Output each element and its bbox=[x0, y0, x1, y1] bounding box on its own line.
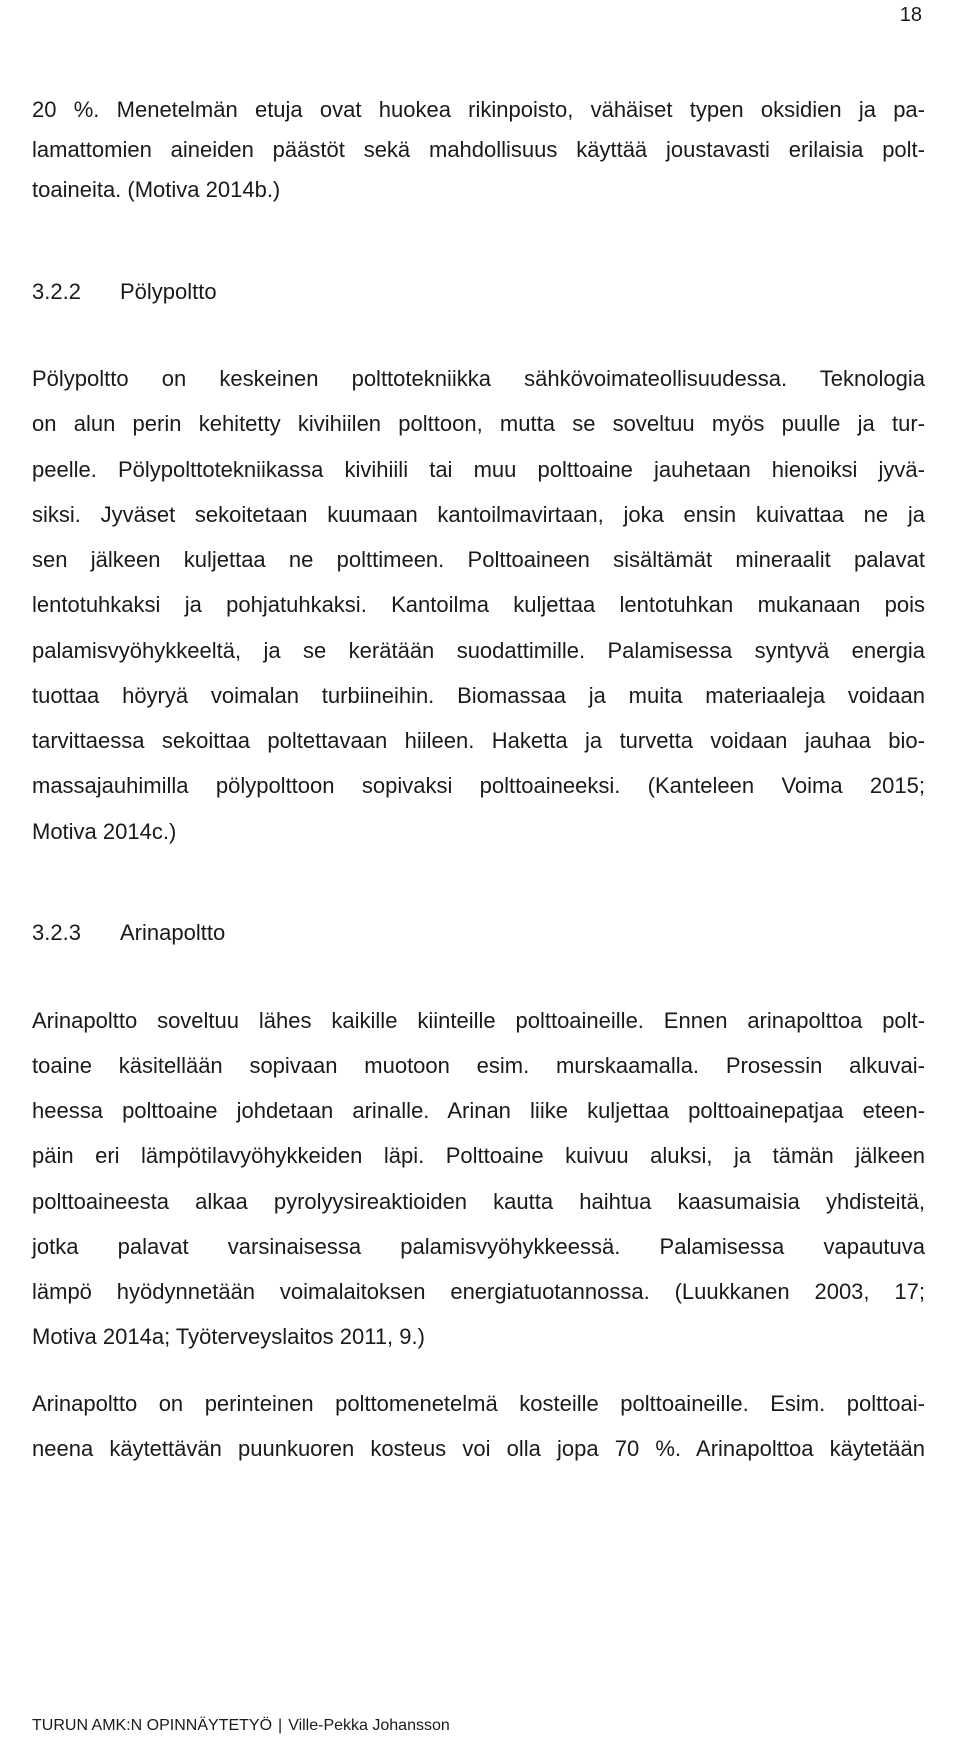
text-line: jotka palavat varsinaisessa palamisvyöhykkeessä. Palamisessa vapautuva bbox=[32, 1234, 925, 1259]
section-heading-3-2-2 bbox=[32, 279, 217, 305]
text-line: palamisvyöhykkeeltä, ja se kerätään suodattimille. Palamisessa syntyvä energia bbox=[32, 638, 925, 663]
text-line: peelle. Pölypolttotekniikassa kivihiili tai muu polttoaine jauhetaan hienoiksi jyvä- bbox=[32, 457, 925, 482]
section-heading-3-2-3 bbox=[32, 920, 225, 946]
text-line: Arinapoltto on perinteinen polttomenetelmä kosteille polttoaineille. Esim. polttoai- bbox=[32, 1391, 925, 1416]
section-title: Pölypoltto bbox=[120, 279, 217, 304]
text-line: massajauhimilla pölypolttoon sopivaksi polttoaineeksi. (Kanteleen Voima 2015; bbox=[32, 773, 925, 798]
text-line: sen jälkeen kuljettaa ne polttimeen. Polttoaineen sisältämät mineraalit palavat bbox=[32, 547, 925, 572]
text-line: tarvittaessa sekoittaa poltettavaan hiileen. Haketta ja turvetta voidaan jauhaa bio- bbox=[32, 728, 925, 753]
section-title: Arinapoltto bbox=[120, 920, 226, 945]
footer-institution: TURUN AMK:N OPINNÄYTETYÖ bbox=[32, 1717, 273, 1734]
section-number: 3.2.2 bbox=[32, 279, 81, 304]
page-number: 18 bbox=[899, 4, 922, 26]
section-number: 3.2.3 bbox=[32, 920, 81, 945]
text-line: heessa polttoaine johdetaan arinalle. Arinan liike kuljettaa polttoainepatjaa eteen- bbox=[32, 1098, 925, 1123]
text-line: lämpö hyödynnetään voimalaitoksen energiatuotannossa. (Luukkanen 2003, 17; bbox=[32, 1279, 925, 1304]
text-line: tuottaa höyryä voimalan turbiineihin. Biomassaa ja muita materiaaleja voidaan bbox=[32, 683, 925, 708]
text-line: Motiva 2014a; Työterveyslaitos 2011, 9.) bbox=[32, 1324, 425, 1349]
text-line: Motiva 2014c.) bbox=[32, 819, 177, 844]
text-line: lentotuhkaksi ja pohjatuhkaksi. Kantoilma kuljettaa lentotuhkan mukanaan pois bbox=[32, 592, 925, 617]
text-line: on alun perin kehitetty kivihiilen polttoon, mutta se soveltuu myös puulle ja tur- bbox=[32, 411, 925, 436]
text-line: toaineita. (Motiva 2014b.) bbox=[32, 177, 281, 202]
text-line: päin eri lämpötilavyöhykkeiden läpi. Polttoaine kuivuu aluksi, ja tämän jälkeen bbox=[32, 1143, 925, 1168]
text-line: Pölypoltto on keskeinen polttotekniikka sähkövoimateollisuudessa. Teknologia bbox=[32, 366, 925, 391]
footer-separator: | bbox=[278, 1717, 283, 1734]
text-line: Arinapoltto soveltuu lähes kaikille kiinteille polttoaineille. Ennen arinapolttoa polt- bbox=[32, 1008, 925, 1033]
text-line: polttoaineesta alkaa pyrolyysireaktioiden kautta haihtua kaasumaisia yhdisteitä, bbox=[32, 1189, 925, 1214]
page-footer bbox=[32, 1717, 450, 1735]
text-line: siksi. Jyväset sekoitetaan kuumaan kantoilmavirtaan, joka ensin kuivattaa ne ja bbox=[32, 502, 925, 527]
footer-author: Ville-Pekka Johansson bbox=[288, 1717, 450, 1734]
text-line: 20 %. Menetelmän etuja ovat huokea rikinpoisto, vähäiset typen oksidien ja pa- bbox=[32, 97, 925, 122]
text-line: toaine käsitellään sopivaan muotoon esim. murskaamalla. Prosessin alkuvai- bbox=[32, 1053, 925, 1078]
text-line: neena käytettävän puunkuoren kosteus voi olla jopa 70 %. Arinapolttoa käytetään bbox=[32, 1436, 925, 1461]
text-line: lamattomien aineiden päästöt sekä mahdollisuus käyttää joustavasti erilaisia polt- bbox=[32, 137, 925, 162]
